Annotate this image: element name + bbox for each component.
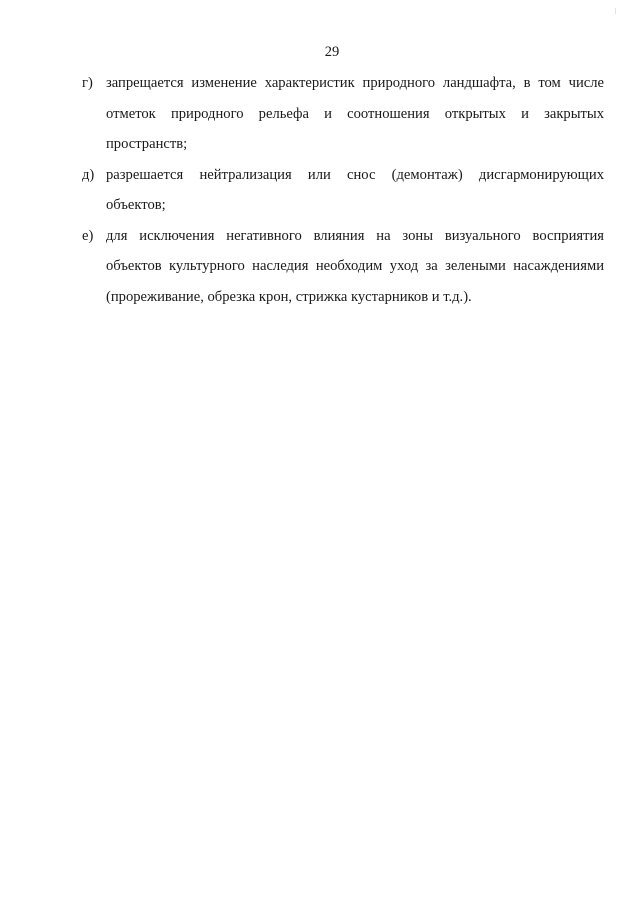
list-item bbox=[82, 221, 604, 313]
list-item-marker: г) bbox=[82, 75, 93, 91]
list-item-text: разрешается нейтрализация или снос (демонтаж) дисгармонирующих объектов; bbox=[106, 166, 604, 213]
restrictions-list bbox=[82, 68, 604, 312]
list-item-text: для исключения негативного влияния на зоны визуального восприятия объектов культурного наследия необходим уход за зелеными насаждениями (прореживание, обрезка крон, стрижка кустарников и т.д.). bbox=[106, 227, 604, 305]
scan-artifact bbox=[615, 8, 616, 14]
list-item bbox=[82, 68, 604, 160]
page-number: 29 bbox=[324, 44, 340, 60]
list-item-text: запрещается изменение характеристик природного ландшафта, в том числе отметок природного рельефа и соотношения открытых и закрытых пространств; bbox=[106, 75, 604, 152]
list-item-marker: д) bbox=[82, 166, 95, 183]
list-item-marker: е) bbox=[82, 227, 94, 244]
list-item bbox=[82, 160, 604, 221]
